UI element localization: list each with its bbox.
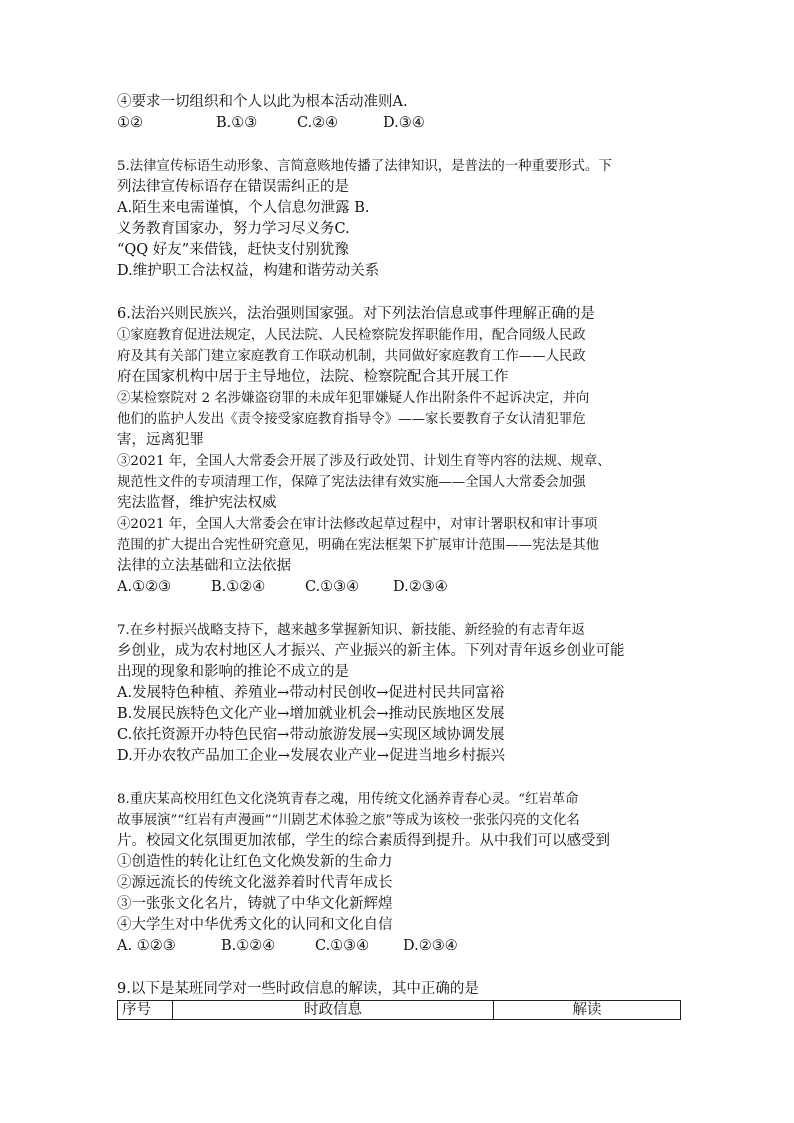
- q9-stem: 9.以下是某班同学对一些时政信息的解读，其中正确的是: [117, 981, 479, 997]
- q5-option-d: D.维护职工合法权益，构建和谐劳动关系: [117, 263, 380, 279]
- q6-item4-line1: ④2021 年，全国人大常委会在审计法修改起草过程中，对审计署职权和审计事项: [117, 517, 598, 532]
- q8-statement-3: ③一张张文化名片，铸就了中华文化新辉煌: [117, 896, 393, 912]
- q8-options: [117, 936, 687, 957]
- q7-stem-line1: 7.在乡村振兴战略支持下，越来越多掌握新知识、新技能、新经验的有志青年返: [117, 623, 586, 638]
- q6-item2-line1: ②某检察院对 2 名涉嫌盗窃罪的未成年犯罪嫌疑人作出附条件不起诉决定，并向: [117, 391, 590, 406]
- q8-statement-1: ①创造性的转化让红色文化焕发新的生命力: [117, 854, 393, 870]
- q7-option-a: A.发展特色种植、养殖业→带动村民创收→促进村民共同富裕: [117, 685, 505, 701]
- q9-header-number: 序号: [118, 1001, 173, 1020]
- q8-stem-line2: 故事展演”“红岩有声漫画”“川剧艺术体验之旅”等成为该校一张张闪亮的文化名: [117, 813, 580, 828]
- q7-option-c: C.依托资源开办特色民宿→带动旅游发展→实现区域协调发展: [117, 727, 505, 743]
- q4-statement-4: ④要求一切组织和个人以此为根本活动准则A.: [117, 94, 408, 110]
- q6-option-c: C.①③④: [305, 579, 360, 595]
- q8-option-c: C.①③④: [315, 938, 370, 954]
- q6-options: [117, 577, 687, 598]
- q6-item3-line3: 宪法监督，维护宪法权威: [117, 495, 277, 511]
- exam-page: [117, 92, 687, 1020]
- q5-option-a: A.陌生来电需谨慎，个人信息勿泄露 B.: [117, 200, 370, 216]
- q6-item1-line3: 府在国家机构中居于主导地位，法院、检察院配合其开展工作: [117, 369, 509, 385]
- q6-option-d: D.②③④: [393, 579, 448, 595]
- q7-stem-line3: 出现的现象和影响的推论不成立的是: [117, 664, 349, 680]
- q8-option-b: B.①②④: [221, 938, 276, 954]
- q6-item1-line1: ①家庭教育促进法规定，人民法院、人民检察院发挥职能作用，配合同级人民政: [117, 328, 586, 343]
- q8-stem-line1: 8.重庆某高校用红色文化浇筑青春之魂，用传统文化涵养青春心灵。“红岩革命: [117, 792, 579, 807]
- q4-option-d: D.③④: [383, 115, 425, 131]
- q5-option-b: 义务教育国家办，努力学习尽义务C.: [117, 221, 350, 237]
- q7-option-d: D.开办农牧产品加工企业→发展农业产业→促进当地乡村振兴: [117, 748, 506, 764]
- q7-option-b: B.发展民族特色文化产业→增加就业机会→推动民族地区发展: [117, 706, 505, 722]
- q6-item4-line2: 范围的扩大提出合宪性研究意见，明确在宪法框架下扩展审计范围——宪法是其他: [117, 538, 600, 553]
- q4-option-a: ①②: [117, 115, 143, 131]
- q5-option-c: “QQ 好友”来借钱，赶快支付别犹豫: [117, 242, 349, 258]
- q6-option-a: A.①②③: [117, 579, 172, 595]
- q6-item1-line2: 府及其有关部门建立家庭教育工作联动机制，共同做好家庭教育工作——人民政: [117, 349, 586, 364]
- q9-header-info: 时政信息: [173, 1001, 494, 1020]
- q6-item2-line3: 害，远离犯罪: [117, 432, 204, 448]
- q8-stem-line3: 片。校园文化氛围更加浓郁，学生的综合素质得到提升。从中我们可以感受到: [117, 833, 610, 849]
- q6-option-b: B.①②④: [211, 579, 266, 595]
- q8-option-d: D.②③④: [403, 938, 458, 954]
- q4-option-c: C.②④: [297, 115, 339, 131]
- q6-item2-line2: 他们的监护人发出《责令接受家庭教育指导令》——家长要教育子女认清犯罪危: [117, 412, 586, 427]
- q5-stem-line1: 5.法律宣传标语生动形象、言简意赅地传播了法律知识，是普法的一种重要形式。下: [117, 159, 612, 174]
- q5-stem-line2: 列法律宣传标语存在错误需纠正的是: [117, 179, 349, 195]
- q8-statement-4: ④大学生对中华优秀文化的认同和文化自信: [117, 917, 393, 933]
- q6-item3-line1: ③2021 年，全国人大常委会开展了涉及行政处罚、计划生育等内容的法规、规章、: [117, 454, 611, 469]
- q9-table: [117, 1000, 681, 1020]
- q6-item3-line2: 规范性文件的专项清理工作，保障了宪法法律有效实施——全国人大常委会加强: [117, 475, 586, 490]
- q8-statement-2: ②源远流长的传统文化滋养着时代青年成长: [117, 875, 393, 891]
- q6-item4-line3: 法律的立法基础和立法依据: [117, 558, 291, 574]
- q9-header-interpretation: 解读: [494, 1001, 681, 1020]
- q9-table-header-row: [118, 1001, 681, 1020]
- q8-option-a: A. ①②③: [117, 938, 176, 954]
- q4-option-b: B.①③: [216, 115, 258, 131]
- q7-stem-line2: 乡创业，成为农村地区人才振兴、产业振兴的新主体。下列对青年返乡创业可能: [117, 643, 625, 659]
- q4-options: [117, 113, 687, 134]
- q6-stem: 6.法治兴则民族兴，法治强则国家强。对下列法治信息或事件理解正确的是: [117, 306, 595, 322]
